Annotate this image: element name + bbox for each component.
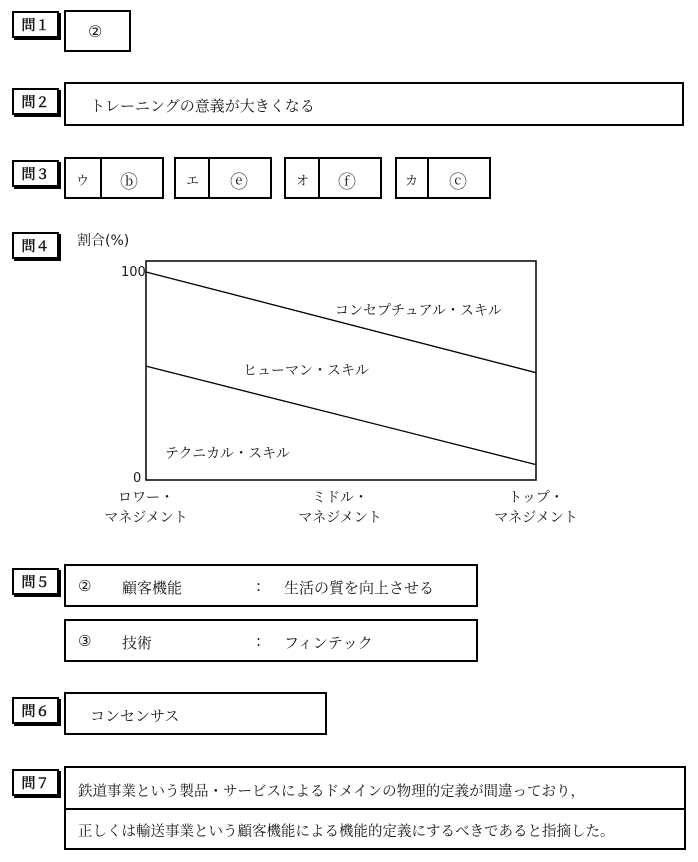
- technical-skill-label: テクニカル・スキル: [165, 446, 291, 462]
- row-separator: :: [256, 577, 262, 595]
- question-6-label: 問６: [12, 697, 59, 724]
- question-2-answer: トレーニングの意義が大きくなる: [90, 97, 315, 115]
- x-label-lower-line2: マネジメント: [104, 510, 188, 526]
- row-separator: :: [256, 632, 262, 650]
- question-7-answer-box: [64, 766, 686, 850]
- question-5-label: 問５: [12, 568, 59, 595]
- question-3-value: ⓔ: [230, 172, 248, 193]
- row-description: フィンテック: [284, 634, 373, 652]
- human-skill-label: ヒューマン・スキル: [243, 363, 369, 379]
- question-3-label: 問３: [12, 160, 59, 187]
- question-4-label: 問４: [12, 232, 59, 259]
- question-1-label: 問１: [12, 11, 59, 38]
- question-7-line-2: 正しくは輸送事業という顧客機能による機能的定義にするべきであると指摘した。: [78, 824, 615, 840]
- y-tick-top: 100: [121, 265, 146, 280]
- question-6-answer-box: [64, 692, 327, 735]
- question-1-answer: ②: [88, 22, 103, 41]
- question-3-value: ⓑ: [120, 172, 138, 193]
- row-number: ③: [78, 632, 92, 650]
- x-label-top-line1: トップ・: [508, 490, 564, 506]
- question-3-key: ウ: [76, 174, 90, 189]
- x-label-middle-line1: ミドル・: [312, 490, 368, 506]
- question-3-key: エ: [186, 174, 200, 189]
- row-term: 技術: [122, 634, 153, 652]
- question-3-key: オ: [296, 174, 310, 189]
- question-5-row-2: [64, 619, 478, 662]
- conceptual-human-boundary-line: [146, 272, 536, 373]
- y-tick-bottom: 0: [133, 471, 142, 486]
- row-number: ②: [78, 577, 92, 595]
- question-5-row-1: [64, 564, 478, 607]
- question-7-label: 問７: [12, 769, 59, 796]
- question-3-value: ⓕ: [338, 172, 356, 193]
- x-label-lower-line1: ロワー・: [118, 490, 174, 506]
- question-2-label: 問２: [12, 88, 59, 115]
- x-label-middle-line2: マネジメント: [298, 510, 382, 526]
- conceptual-skill-label: コンセプチュアル・スキル: [335, 303, 502, 319]
- question-3-value: ⓒ: [449, 172, 467, 193]
- x-label-top-line2: マネジメント: [494, 510, 578, 526]
- row-description: 生活の質を向上させる: [284, 579, 435, 597]
- question-3-key: カ: [405, 174, 419, 189]
- question-7-line-1: 鉄道事業という製品・サービスによるドメインの物理的定義が間違っており，: [78, 784, 586, 800]
- row-term: 顧客機能: [122, 579, 183, 597]
- y-axis-label: 割合(%): [77, 233, 130, 249]
- divider: [66, 808, 684, 810]
- question-6-answer: コンセンサス: [90, 707, 180, 725]
